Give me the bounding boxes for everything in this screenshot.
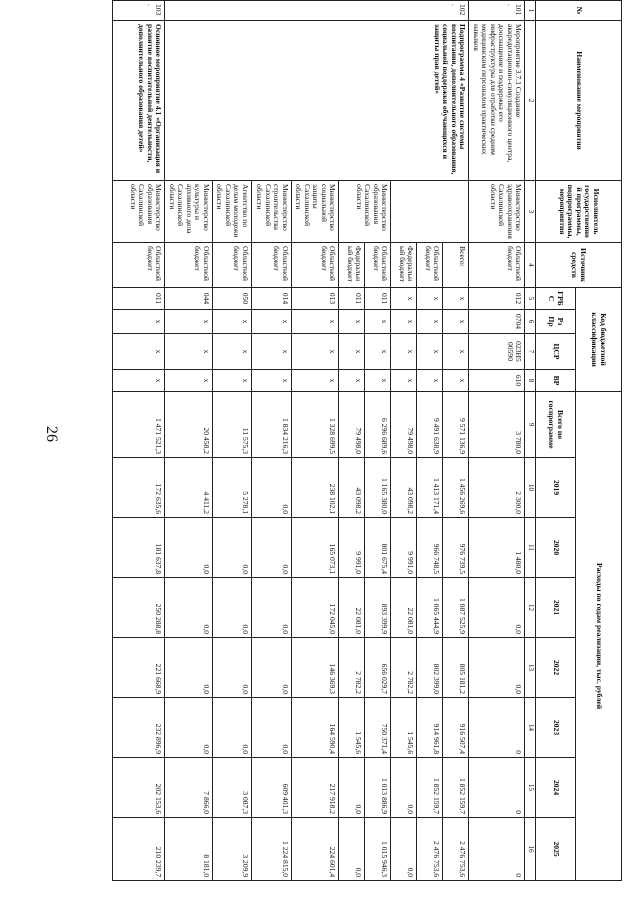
vr-code: х <box>251 370 291 392</box>
col-year-header: 2025 <box>536 818 576 881</box>
year-value: 2 782,2 <box>391 638 417 698</box>
col-budget-class-header: Код бюджетной классификации <box>576 288 622 392</box>
vr-code: х <box>443 370 469 392</box>
funding-source: Областной бюджет <box>469 243 525 288</box>
funding-source: Областной бюджет <box>165 243 213 288</box>
col-rzpr-header: Рз Пр <box>536 310 576 334</box>
funding-source: Областной бюджет <box>291 243 339 288</box>
year-value: 146 369,3 <box>291 638 339 698</box>
year-value: 0,0 <box>339 818 365 881</box>
year-value: 217 918,2 <box>291 758 339 818</box>
grbs-code: 012 <box>469 288 525 310</box>
year-value: 0,0 <box>251 578 291 638</box>
rzpr-code: х <box>212 310 251 334</box>
rzpr-code: 0704 <box>469 310 525 334</box>
executor: Министерство здравоохранения Сахалинской области <box>469 181 525 243</box>
col-executor-header: Исполнитель государственной программы, подпрограммы, мероприятия <box>536 181 622 243</box>
year-value: 0 <box>469 758 525 818</box>
grbs-code: 044 <box>165 288 213 310</box>
funding-source: Федеральный бюджет <box>391 243 417 288</box>
year-value: 750 371,4 <box>365 698 391 758</box>
year-value: 2 476 753,6 <box>417 818 443 881</box>
total-value: 1 471 521,3 <box>113 392 165 458</box>
vr-code: х <box>339 370 365 392</box>
measure-name: Подпрограмма 4 «Развитие системы воспитания, дополнительного образования, социальной поддержки обучающихся и защиты прав детей» <box>165 21 469 181</box>
col-year-header: 2021 <box>536 578 576 638</box>
year-value: 9 991,0 <box>391 518 417 578</box>
year-value: 0,0 <box>391 758 417 818</box>
csr-code: х <box>339 334 365 370</box>
rzpr-code: х <box>391 310 417 334</box>
col-name-header: Наименование мероприятия <box>536 21 622 181</box>
col-csr-header: ЦСР <box>536 334 576 370</box>
total-value: 79 498,0 <box>391 392 417 458</box>
executor: Агентство по делам молодежи Сахалинской области <box>212 181 251 243</box>
budget-table-wrapper <box>77 0 622 880</box>
executor: Министерство строительства Сахалинской области <box>251 181 291 243</box>
year-value: 0,0 <box>165 698 213 758</box>
year-value: 165 073,1 <box>291 518 339 578</box>
vr-code: х <box>291 370 339 392</box>
measure-name: Мероприятие 3.7.1 Создание аккредитационно-симуляционного центра, дооснащение и поддержка его инфраструктуры для отработки средним медицинским персоналом практических навыков <box>469 21 525 181</box>
total-value: 79 498,0 <box>339 392 365 458</box>
grbs-code: х <box>417 288 443 310</box>
col-year-header: 2022 <box>536 638 576 698</box>
grbs-code: 014 <box>251 288 291 310</box>
grbs-code: х <box>443 288 469 310</box>
column-index: 4 <box>525 243 536 288</box>
year-value: 1 480,0 <box>469 518 525 578</box>
total-value: 9 571 136,9 <box>443 392 469 458</box>
rzpr-code: х <box>417 310 443 334</box>
funding-source: Областной бюджет <box>251 243 291 288</box>
csr-code: х <box>212 334 251 370</box>
year-value: 0,0 <box>165 518 213 578</box>
year-value: 0,0 <box>251 638 291 698</box>
table-row <box>113 1 165 881</box>
funding-source: Областной бюджет <box>113 243 165 288</box>
year-value: 0,0 <box>165 578 213 638</box>
year-value: 238 102,1 <box>291 458 339 518</box>
funding-source: Областной бюджет <box>212 243 251 288</box>
csr-code: х <box>391 334 417 370</box>
year-value: 43 098,2 <box>391 458 417 518</box>
grbs-code: 050 <box>212 288 251 310</box>
year-value: 1 015 946,3 <box>365 818 391 881</box>
funding-source: Федеральный бюджет <box>339 243 365 288</box>
column-index: 12 <box>525 578 536 638</box>
col-year-header: 2024 <box>536 758 576 818</box>
year-value: 0,0 <box>212 698 251 758</box>
year-value: 1 852 159,7 <box>417 758 443 818</box>
row-number: 101. <box>469 1 525 21</box>
year-value: 22 081,0 <box>391 578 417 638</box>
rzpr-code: х <box>443 310 469 334</box>
year-value: 2 476 753,6 <box>443 818 469 881</box>
year-value: 22 081,0 <box>339 578 365 638</box>
vr-code: х <box>212 370 251 392</box>
year-value: 0 <box>469 698 525 758</box>
year-value: 221 668,9 <box>113 638 165 698</box>
csr-code: х <box>291 334 339 370</box>
vr-code: х <box>365 370 391 392</box>
measure-name: Основное мероприятие 4.1 «Организация и развитие воспитательной деятельности, дополнительного образования детей» <box>113 21 165 181</box>
rzpr-code: х <box>365 310 391 334</box>
year-value: 2 782,2 <box>339 638 365 698</box>
executor <box>391 181 469 243</box>
year-value: 1 852 159,7 <box>443 758 469 818</box>
funding-source: Областной бюджет <box>365 243 391 288</box>
col-total-header: Всего по госпрограмме <box>536 392 576 458</box>
year-value: 164 590,4 <box>291 698 339 758</box>
year-value: 224 601,4 <box>291 818 339 881</box>
column-index: 6 <box>525 310 536 334</box>
rzpr-code: х <box>291 310 339 334</box>
year-value: 1 545,6 <box>339 698 365 758</box>
csr-code: х <box>417 334 443 370</box>
year-value: 1 224 815,0 <box>251 818 291 881</box>
total-value: 1 834 216,3 <box>251 392 291 458</box>
year-value: 1 165 380,0 <box>365 458 391 518</box>
year-value: 1 456 269,6 <box>443 458 469 518</box>
csr-code: х <box>165 334 213 370</box>
column-index: 5 <box>525 288 536 310</box>
year-value: 805 181,2 <box>443 638 469 698</box>
rzpr-code: х <box>251 310 291 334</box>
col-source-header: Источник средств <box>536 243 622 288</box>
csr-code: х <box>443 334 469 370</box>
col-year-header: 2023 <box>536 698 576 758</box>
year-value: 0,0 <box>212 638 251 698</box>
rzpr-code: х <box>339 310 365 334</box>
year-value: 181 637,8 <box>113 518 165 578</box>
year-value: 0 <box>469 818 525 881</box>
column-index-row <box>525 1 536 881</box>
column-index: 9 <box>525 392 536 458</box>
year-value: 966 748,5 <box>417 518 443 578</box>
column-index: 7 <box>525 334 536 370</box>
column-index: 13 <box>525 638 536 698</box>
budget-table <box>112 0 622 881</box>
year-value: 232 896,9 <box>113 698 165 758</box>
funding-source: Всего: <box>443 243 469 288</box>
year-value: 1 013 886,9 <box>365 758 391 818</box>
column-index: 16 <box>525 818 536 881</box>
year-value: 893 399,9 <box>365 578 391 638</box>
year-value: 172 635,6 <box>113 458 165 518</box>
year-value: 202 153,6 <box>113 758 165 818</box>
rzpr-code: х <box>113 310 165 334</box>
rotated-table-area <box>62 0 622 905</box>
year-value: 0,0 <box>251 458 291 518</box>
col-grbs-header: ГРБС <box>536 288 576 310</box>
year-value: 0,0 <box>251 698 291 758</box>
executor: Министерство культуры и архивного дела Сахалинской области <box>165 181 213 243</box>
page-number: 26 <box>43 426 60 442</box>
year-value: 1 087 525,9 <box>443 578 469 638</box>
year-value: 0,0 <box>251 518 291 578</box>
year-value: 1 065 444,9 <box>417 578 443 638</box>
year-value: 1 545,6 <box>391 698 417 758</box>
total-value: 6 296 689,6 <box>365 392 391 458</box>
year-value: 802 399,0 <box>417 638 443 698</box>
column-index: 3 <box>525 181 536 243</box>
grbs-code: 011 <box>113 288 165 310</box>
csr-code: 023Н5 00590 <box>469 334 525 370</box>
grbs-code: 013 <box>291 288 339 310</box>
year-value: 0,0 <box>165 638 213 698</box>
row-number: 102. <box>165 1 469 21</box>
year-value: 0,0 <box>212 578 251 638</box>
column-index: 11 <box>525 518 536 578</box>
column-index: 2 <box>525 21 536 181</box>
col-year-header: 2019 <box>536 458 576 518</box>
year-value: 0,0 <box>469 578 525 638</box>
vr-code: х <box>165 370 213 392</box>
year-value: 5 278,1 <box>212 458 251 518</box>
rzpr-code: х <box>165 310 213 334</box>
executor: Министерство образования Сахалинской области <box>339 181 391 243</box>
year-value: 172 045,0 <box>291 578 339 638</box>
year-value: 916 507,4 <box>443 698 469 758</box>
year-value: 914 961,8 <box>417 698 443 758</box>
grbs-code: 011 <box>365 288 391 310</box>
vr-code: х <box>417 370 443 392</box>
total-value: 11 575,3 <box>212 392 251 458</box>
column-index: 14 <box>525 698 536 758</box>
year-value: 4 411,2 <box>165 458 213 518</box>
col-year-header: 2020 <box>536 518 576 578</box>
column-index: 15 <box>525 758 536 818</box>
col-expenses-header: Расходы по годам реализации, тыс. рублей <box>576 392 622 881</box>
year-value: 656 029,7 <box>365 638 391 698</box>
row-number: 103. <box>113 1 165 21</box>
funding-source: Областной бюджет <box>417 243 443 288</box>
executor: Министерство образования Сахалинской области <box>113 181 165 243</box>
column-index: 1 <box>525 1 536 21</box>
year-value: 0,0 <box>391 818 417 881</box>
year-value: 1 413 171,4 <box>417 458 443 518</box>
grbs-code: х <box>391 288 417 310</box>
table-row <box>469 1 525 881</box>
table-row <box>443 1 469 881</box>
csr-code: х <box>365 334 391 370</box>
total-value: 1 328 699,5 <box>291 392 339 458</box>
year-value: 976 739,5 <box>443 518 469 578</box>
year-value: 7 866,0 <box>165 758 213 818</box>
year-value: 3 209,9 <box>212 818 251 881</box>
year-value: 0,0 <box>212 518 251 578</box>
col-vr-header: ВР <box>536 370 576 392</box>
col-num-header: № <box>536 1 622 21</box>
year-value: 0,0 <box>339 758 365 818</box>
year-value: 210 239,7 <box>113 818 165 881</box>
csr-code: х <box>251 334 291 370</box>
total-value: 3 780,0 <box>469 392 525 458</box>
year-value: 3 087,3 <box>212 758 251 818</box>
column-index: 10 <box>525 458 536 518</box>
executor: Министерство социальной защиты Сахалинской области <box>291 181 339 243</box>
total-value: 9 491 638,9 <box>417 392 443 458</box>
year-value: 2 300,0 <box>469 458 525 518</box>
vr-code: х <box>113 370 165 392</box>
vr-code: х <box>391 370 417 392</box>
year-value: 609 401,3 <box>251 758 291 818</box>
year-value: 801 675,4 <box>365 518 391 578</box>
grbs-code: 011 <box>339 288 365 310</box>
year-value: 250 288,8 <box>113 578 165 638</box>
total-value: 20 458,2 <box>165 392 213 458</box>
year-value: 0,0 <box>469 638 525 698</box>
vr-code: 610 <box>469 370 525 392</box>
column-index: 8 <box>525 370 536 392</box>
year-value: 43 098,2 <box>339 458 365 518</box>
csr-code: х <box>113 334 165 370</box>
year-value: 8 181,0 <box>165 818 213 881</box>
year-value: 9 991,0 <box>339 518 365 578</box>
